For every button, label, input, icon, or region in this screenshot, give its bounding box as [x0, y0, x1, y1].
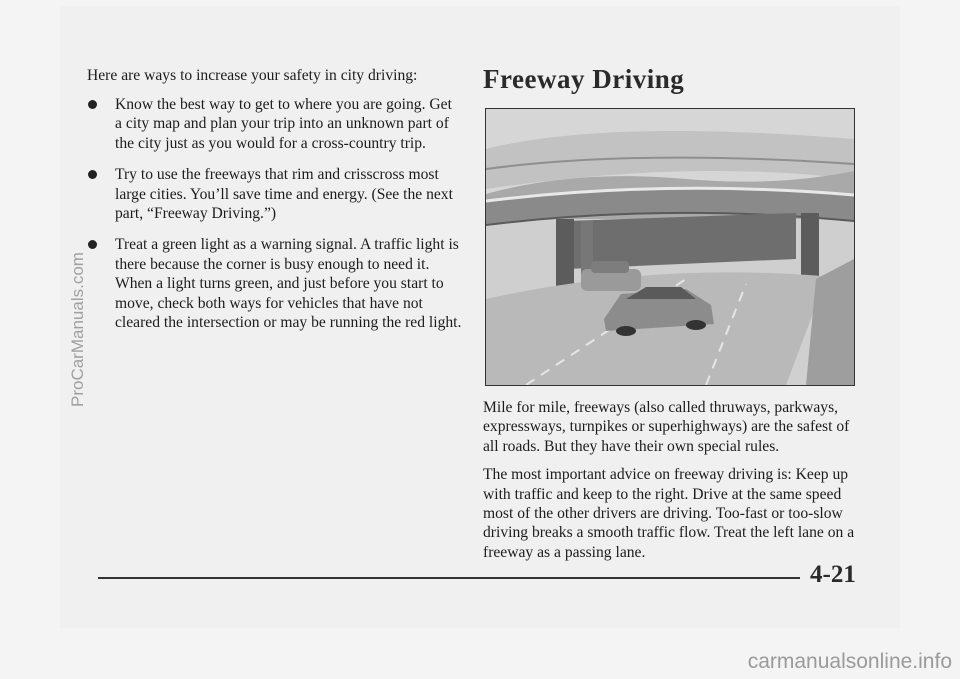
side-watermark: ProCarManuals.com — [68, 252, 87, 407]
bullet-icon — [88, 170, 97, 179]
city-driving-intro: Here are ways to increase your safety in city driving: — [87, 67, 418, 84]
freeway-paragraph: The most important advice on freeway driving is: Keep up with traffic and keep to the right. Drive at the same speed most of the other drivers are driving. Too-fast or too-slow driving breaks a smooth traffic flow. Treat the left lane on a freeway as a passing lane. — [483, 466, 855, 561]
section-heading: Freeway Driving — [483, 64, 685, 94]
page-number: 4-21 — [810, 561, 856, 588]
city-driving-column — [87, 66, 462, 344]
tip-item — [87, 95, 462, 153]
tip-item — [87, 165, 462, 223]
freeway-overpass-image — [486, 109, 854, 385]
tip-text: Try to use the freeways that rim and crisscross most large cities. You’ll save time and energy. (See the next part, “Freeway Driving.”) — [115, 166, 453, 223]
tip-text: Treat a green light as a warning signal. A traffic light is there because the corner is busy enough to need it. When a light turns green, and just before you start to move, check both ways for vehicles that have not cleared the intersection or may be running the red light. — [115, 236, 462, 332]
bullet-icon — [88, 100, 97, 109]
freeway-driving-text — [483, 398, 863, 571]
freeway-paragraph: Mile for mile, freeways (also called thruways, parkways, expressways, turnpikes or superhighways) are the safest of all roads. But they have their own special rules. — [483, 399, 850, 455]
tip-item — [87, 235, 462, 332]
bottom-watermark: carmanualsonline.info — [747, 650, 952, 673]
bullet-icon — [88, 240, 97, 249]
freeway-illustration — [485, 108, 855, 386]
city-driving-tips — [87, 95, 462, 332]
footer-rule — [98, 577, 800, 579]
tip-text: Know the best way to get to where you are going. Get a city map and plan your trip into an unknown part of the city just as you would for a cross-country trip. — [115, 96, 452, 152]
